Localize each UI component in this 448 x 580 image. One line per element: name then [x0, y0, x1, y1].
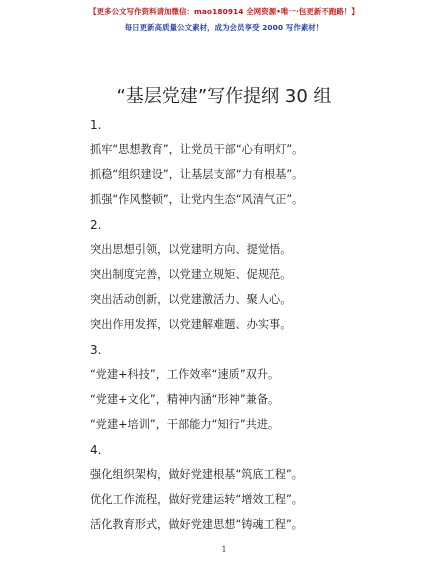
- outline-item: 突出制度完善，以党建立规矩、促规范。: [90, 268, 292, 281]
- section-number: 2.: [90, 218, 102, 232]
- outline-item: 活化教育形式，做好党建思想“铸魂工程”。: [90, 518, 303, 531]
- outline-item: “党建+文化”，精神内涵“形神”兼备。: [90, 393, 280, 406]
- outline-item: 强化组织架构，做好党建根基“筑底工程”。: [90, 468, 303, 481]
- section-number: 4.: [90, 443, 102, 457]
- page-number: 1: [221, 545, 227, 554]
- outline-item: 优化工作流程，做好党建运转“增效工程”。: [90, 493, 303, 506]
- outline-item: 突出作用发挥，以党建解难题、办实事。: [90, 318, 292, 331]
- promo-banner-line-2: 每日更新高质量公文素材，成为会员享受 2000 写作素材！: [124, 23, 324, 32]
- document-body: [90, 116, 390, 541]
- outline-item: “党建+科技”，工作效率“速质”双升。: [90, 368, 280, 381]
- promo-banner-line-1: 【更多公文写作资料请加微信：mao180914 全网资源•唯一·包更新不跑路！】: [89, 7, 359, 16]
- outline-item: “党建+培训”，干部能力“知行”共进。: [90, 418, 280, 431]
- outline-item: 突出思想引领，以党建明方向、提觉悟。: [90, 243, 292, 256]
- outline-item: 抓稳“组织建设”，让基层支部“力有根基”。: [90, 168, 304, 181]
- outline-item: 突出活动创新，以党建激活力、聚人心。: [90, 293, 292, 306]
- section-number: 1.: [90, 118, 102, 132]
- document-title: “基层党建”写作提纲 30 组: [116, 86, 332, 107]
- outline-item: 抓牢“思想教育”，让党员干部“心有明灯”。: [90, 143, 304, 156]
- section-number: 3.: [90, 343, 102, 357]
- outline-item: 抓强“作风整顿”，让党内生态“风清气正”。: [90, 193, 304, 206]
